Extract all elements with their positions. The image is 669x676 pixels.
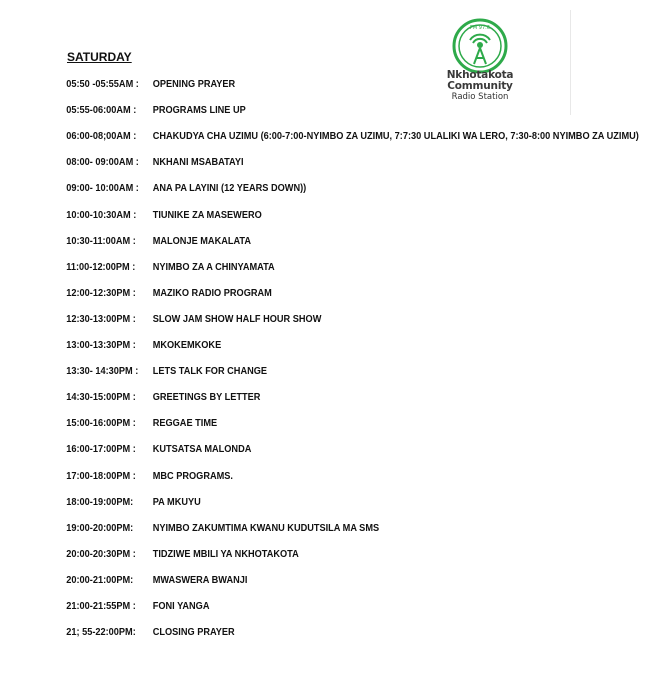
schedule-program: TIDZIWE MBILI YA NKHOTAKOTA [152,548,299,560]
schedule-program: TIUNIKE ZA MASEWERO [152,209,262,221]
schedule-time: 12:00-12:30PM : [66,287,136,299]
schedule-program: REGGAE TIME [152,418,218,430]
logo-line-3: Radio Station [451,92,509,102]
schedule-program: NKHANI MSABATAYI [152,157,244,169]
schedule-program: PA MKUYU [152,496,201,508]
schedule-program: PROGRAMS LINE UP [152,105,246,117]
schedule-time: 20:00-21:00PM: [66,574,134,586]
schedule-time: 09:00- 10:00AM : [66,183,139,195]
schedule-program: MALONJE MAKALATA [152,235,252,247]
schedule-time: 15:00-16:00PM : [66,418,136,430]
schedule-program: KUTSATSA MALONDA [152,444,252,456]
schedule-time: 19:00-20:00PM: [66,522,134,534]
schedule-time: 11:00-12:00PM : [66,261,136,273]
schedule-time: 13:00-13:30PM : [66,340,136,351]
schedule-time: 21; 55-22:00PM: [66,627,136,639]
schedule-time: 12:30-13:00PM : [66,313,136,325]
schedule-time: 16:00-17:00PM : [66,444,136,456]
schedule-program: LETS TALK FOR CHANGE [152,366,268,378]
schedule-time: 14:30-15:00PM : [66,392,136,404]
schedule-time: 18:00-19:00PM: [66,496,134,508]
schedule-program: CHAKUDYA CHA UZIMU (6:00-7:00-NYIMBO ZA UZIMU, 7:7:30 ULALIKI WA LERO, 7:30-8:00 NYIMBO ZA UZIMU) [152,131,639,143]
schedule-time: 13:30- 14:30PM : [66,366,139,378]
day-heading: SATURDAY [67,50,132,64]
logo-text [440,70,520,103]
schedule-time: 21:00-21:55PM : [66,601,136,612]
station-logo [440,10,571,115]
schedule-time: 10:00-10:30AM : [66,209,137,221]
schedule-program: MKOKEMKOKE [152,340,222,351]
schedule-program: FONI YANGA [152,601,210,612]
schedule-program: MBC PROGRAMS. [152,470,233,482]
schedule-program: GREETINGS BY LETTER [152,392,261,404]
schedule-time: 08:00- 09:00AM : [66,157,139,169]
schedule-program: MAZIKO RADIO PROGRAM [152,287,272,299]
schedule-program: OPENING PRAYER [152,79,236,90]
schedule-time: 05:50 -05:55AM : [66,79,139,90]
schedule-program: NYIMBO ZAKUMTIMA KWANU KUDUTSILA MA SMS [152,522,380,534]
schedule-program: NYIMBO ZA A CHINYAMATA [152,261,275,273]
logo-ring-text: FM 97.6 [470,25,490,31]
schedule-time: 20:00-20:30PM : [66,548,136,560]
logo-line-2: Community [447,80,513,92]
schedule-program: ANA PA LAYINI (12 YEARS DOWN)) [152,183,307,195]
schedule-time: 17:00-18:00PM : [66,470,136,482]
schedule-program: CLOSING PRAYER [152,627,235,639]
radio-tower-icon [452,18,508,74]
schedule-time: 10:30-11:00AM : [66,235,136,247]
schedule-program: MWASWERA BWANJI [152,574,248,586]
schedule-time: 06:00-08;00AM : [66,131,137,143]
schedule-program: SLOW JAM SHOW HALF HOUR SHOW [152,313,322,325]
logo-line-1: Nkhotakota [446,69,514,81]
schedule-time: 05:55-06:00AM : [66,105,137,117]
